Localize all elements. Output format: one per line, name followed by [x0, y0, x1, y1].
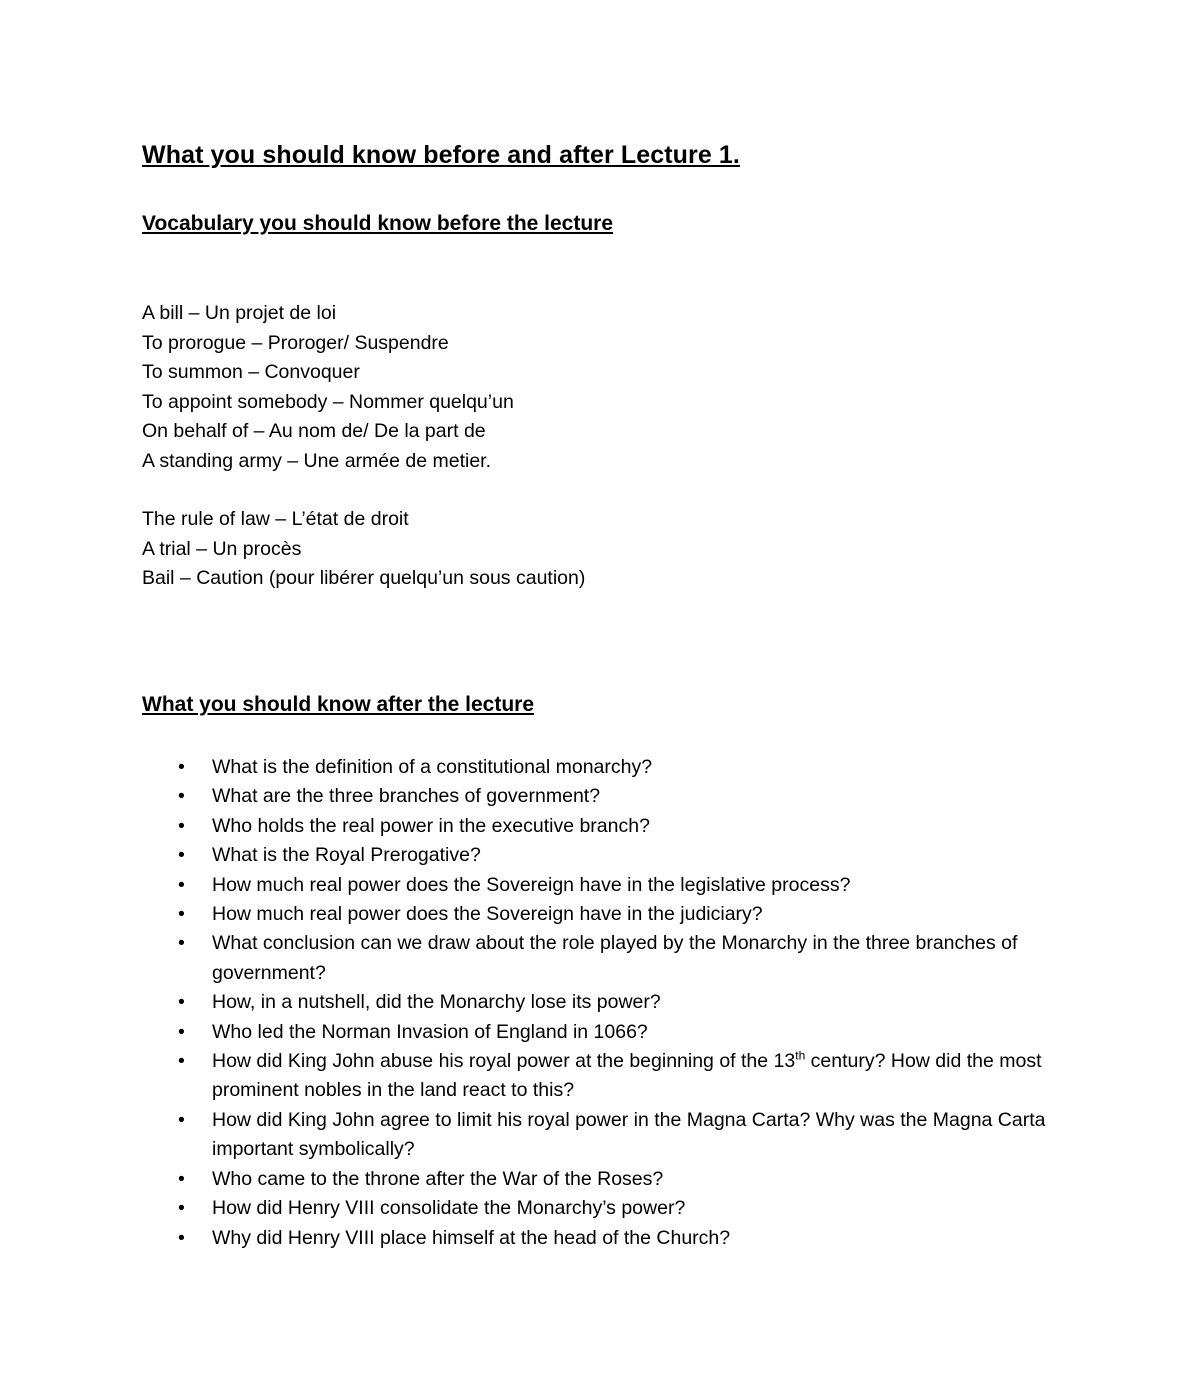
bullet-icon: • — [178, 873, 185, 896]
vocab-item: The rule of law – L’état de droit — [142, 508, 409, 530]
question-item — [178, 1106, 1062, 1165]
question-text: What is the definition of a constitutional monarchy? — [212, 756, 653, 778]
bullet-icon: • — [178, 844, 185, 867]
bullet-icon: • — [178, 1108, 185, 1131]
vocab-item: Bail – Caution (pour libérer quelqu’un sous caution) — [142, 567, 586, 590]
bullet-icon: • — [178, 814, 185, 837]
vocab-item: To summon – Convoquer — [142, 361, 360, 384]
question-item — [178, 871, 1062, 900]
question-text: What are the three branches of government? — [212, 785, 601, 808]
bullet-icon: • — [178, 991, 185, 1014]
question-item — [178, 782, 1062, 811]
bullet-icon: • — [178, 1226, 185, 1249]
question-item — [178, 812, 1062, 841]
bullet-icon: • — [178, 1197, 185, 1220]
bullet-icon: • — [178, 1020, 185, 1043]
vocab-item: On behalf of – Au nom de/ De la part de — [142, 420, 486, 443]
bullet-icon: • — [178, 785, 185, 808]
question-text: Who holds the real power in the executive branch? — [212, 814, 650, 837]
question-item — [178, 1165, 1062, 1194]
question-text: How much real power does the Sovereign have in the legislative process? — [212, 873, 851, 896]
question-item — [178, 929, 1062, 988]
question-item — [178, 1194, 1062, 1223]
question-text: How, in a nutshell, did the Monarchy lose its power? — [212, 991, 661, 1014]
question-item — [178, 841, 1062, 870]
question-text: What is the Royal Prerogative? — [212, 844, 481, 867]
bullet-icon: • — [178, 756, 185, 778]
bullet-icon: • — [178, 903, 185, 926]
question-text-part: century? How did the most prominent nobles in the land react to this? — [212, 1050, 1042, 1102]
question-text — [212, 1050, 1042, 1101]
bullet-icon: • — [178, 1167, 185, 1190]
bullet-icon: • — [178, 1050, 185, 1073]
question-text: How did King John agree to limit his royal power in the Magna Carta? Why was the Magna Carta important symbolically? — [212, 1108, 1046, 1161]
question-text: How did Henry VIII consolidate the Monarchy’s power? — [212, 1197, 686, 1220]
vocab-item: To prorogue – Proroger/ Suspendre — [142, 331, 449, 354]
vocab-item: A trial – Un procès — [142, 537, 302, 560]
question-item — [178, 753, 1062, 782]
after-lecture-heading: What you should know after the lecture — [142, 693, 535, 716]
question-item — [178, 988, 1062, 1017]
document-title: What you should know before and after Lecture 1. — [142, 141, 740, 169]
vocabulary-heading: Vocabulary you should know before the lecture — [142, 212, 614, 235]
question-item — [178, 900, 1062, 929]
vocabulary-list-1 — [142, 299, 514, 477]
vocabulary-list-2 — [142, 505, 585, 594]
question-text: Who came to the throne after the War of the Roses? — [212, 1167, 664, 1190]
vocab-item: A bill – Un projet de loi — [142, 302, 337, 324]
question-text: Who led the Norman Invasion of England in 1066? — [212, 1020, 648, 1043]
question-text-part: How did King John abuse his royal power at the beginning of the 13 — [212, 1050, 796, 1073]
question-text: How much real power does the Sovereign have in the judiciary? — [212, 903, 763, 926]
question-item — [178, 1018, 1062, 1047]
question-text: Why did Henry VIII place himself at the head of the Church? — [212, 1226, 731, 1249]
vocab-item: A standing army – Une armée de metier. — [142, 449, 492, 472]
questions-list — [178, 753, 1062, 1253]
vocab-item: To appoint somebody – Nommer quelqu’un — [142, 390, 514, 413]
question-item — [178, 1224, 1062, 1253]
bullet-icon: • — [178, 932, 185, 955]
ordinal-superscript: th — [795, 1048, 806, 1063]
question-text: What conclusion can we draw about the role played by the Monarchy in the three branches of government? — [212, 932, 1018, 984]
question-item — [178, 1047, 1062, 1106]
